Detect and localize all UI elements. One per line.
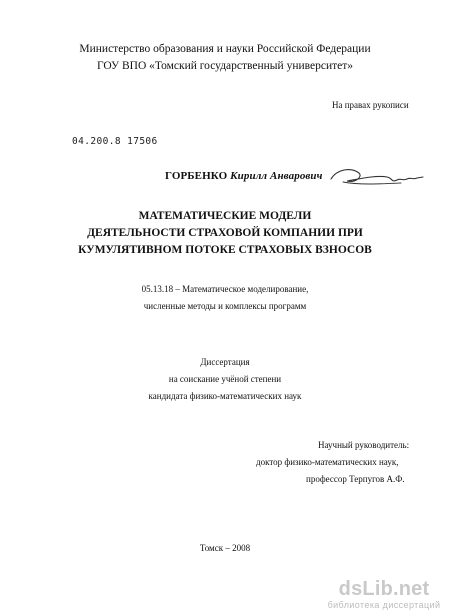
degree-line-3: кандидата физико-математических наук — [148, 391, 302, 401]
dslib-watermark-logo — [326, 578, 442, 610]
registration-stamp: 04.200.8 17506 — [72, 136, 158, 147]
degree-line-1: Диссертация — [200, 357, 250, 367]
place-year: Томск – 2008 — [199, 543, 251, 553]
university-line: ГОУ ВПО «Томский государственный университет» — [96, 60, 354, 72]
manuscript-note: На правах рукописи — [332, 100, 409, 110]
author-row — [165, 163, 425, 189]
supervisor-degree: доктор физико-математических наук, — [256, 457, 399, 467]
supervisor-name: профессор Терпугов А.Ф. — [306, 474, 405, 484]
watermark-main: dsLib.net — [338, 578, 430, 600]
title-line-3: КУМУЛЯТИВНОМ ПОТОКЕ СТРАХОВЫХ ВЗНОСОВ — [78, 244, 372, 256]
specialty-line-2: численные методы и комплексы программ — [143, 301, 307, 311]
signature-icon — [329, 163, 425, 189]
supervisor-label: Научный руководитель: — [318, 440, 410, 450]
author-name — [165, 170, 323, 182]
author-surname: ГОРБЕНКО — [165, 170, 228, 182]
author-given-name: Кирилл Анварович — [230, 170, 323, 182]
specialty-line-1: 05.13.18 – Математическое моделирование, — [141, 284, 309, 294]
ministry-line: Министерство образования и науки Российской Федерации — [79, 43, 371, 55]
title-line-1: МАТЕМАТИЧЕСКИЕ МОДЕЛИ — [138, 210, 312, 222]
title-line-2: ДЕЯТЕЛЬНОСТИ СТРАХОВОЙ КОМПАНИИ ПРИ — [87, 227, 363, 239]
degree-line-2: на соискание учёной степени — [168, 374, 282, 384]
watermark-sub: библиотека диссертаций — [327, 600, 441, 610]
